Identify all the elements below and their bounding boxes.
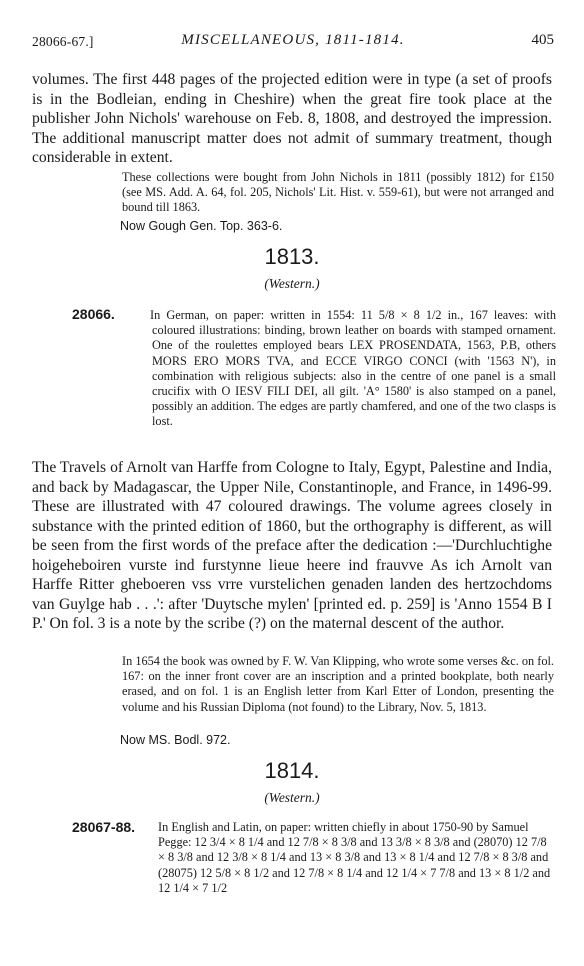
entry-28066-number: 28066. bbox=[72, 306, 115, 322]
page-number: 405 bbox=[531, 32, 554, 48]
region-heading-1813: (Western.) bbox=[264, 276, 320, 291]
entry-28067-88-description: In English and Latin, on paper: written chiefly in about 1750-90 by Samuel Pegge: 12 3/4 × 8 1/4 and 12 7/8 × 8 3/8 and 13 3/8 × 8 3/8 and (28070) 12 7/8 × 8 3/8 and 12 3/8 × 8 1/4 and 13 × 8 3/8 and 13 × 8 1/4 and 12 7/8 × 8 3/8 and (28075) 12 5/8 × 8 1/2 and 12 7/8 × 8 1/4 and 12 1/4 × 7 7/8 and 13 × 8 1/2 and 12 1/4 × 7 1/2 bbox=[158, 820, 551, 895]
intro-paragraph: volumes. The first 448 pages of the projected edition were in type (a set of proofs is in the Bodleian, ending in Cheshire) when the great fire took place at the publisher John Nichols' warehouse on Feb. 8, 1808, and destroyed the impression. The additional manuscript matter does not admit of summary treatment, though considerable in extent. bbox=[32, 71, 552, 166]
entry-28066-note: In 1654 the book was owned by F. W. Van Klipping, who wrote some verses &c. on fol. 167: on the inner front cover are an inscription and a printed bookplate, both nearly erased, and on fol. 1 is an English letter from Karl Etter of London, presenting the volume and his Russian Diploma (not found) to the Library, Nov. 5, 1813. bbox=[122, 654, 554, 714]
entry-28066-description-text: In German, on paper: written in 1554: 11 5/8 × 8 1/2 in., 167 leaves: with coloured illustrations: binding, brown leather on boards with stamped ornament. One of the roulettes employed bears LEX PROSENDATA, 1563, P.B, others MORS ERO MORS TVA, and ECCE VIRGO CONCI (with '1563 N'), in combination with religious subjects: also in the centre of one panel is a small crucifix with O IESV FILI DEI, all gilt. 'A° 1580' is also stamped on a panel, possibly an addition. The edges are partly chamfered, and one of the two clasps is lost. bbox=[150, 308, 556, 429]
entry-28067-88-number: 28067-88. bbox=[72, 819, 136, 835]
entry-28067-88 bbox=[72, 819, 556, 895]
year-heading-1814: 1814. bbox=[264, 758, 320, 783]
entry-28066-shelfmark-text: Now MS. Bodl. 972. bbox=[120, 733, 231, 747]
header-title: MISCELLANEOUS, 1811-1814. bbox=[181, 32, 405, 48]
entry-28066-description bbox=[72, 307, 556, 430]
year-heading-1813: 1813. bbox=[264, 244, 320, 269]
intro-shelfmark-text: Now Gough Gen. Top. 363-6. bbox=[120, 219, 283, 233]
entry-28066-shelfmark bbox=[120, 733, 552, 748]
region-heading-1814: (Western.) bbox=[264, 790, 320, 805]
running-header bbox=[32, 32, 554, 54]
intro-shelfmark bbox=[120, 219, 552, 234]
intro-note: These collections were bought from John Nichols in 1811 (possibly 1812) for £150 (see MS. Add. A. 64, fol. 205, Nichols' Lit. Hist. v. 559-61), but were not arranged and bound till 1863. bbox=[122, 170, 554, 215]
entry-28066-body: The Travels of Arnolt van Harffe from Cologne to Italy, Egypt, Palestine and India, and back by Madagascar, the Upper Nile, Constantinople, and France, in 1496-99. These are illustrated with 47 coloured drawings. The volume agrees closely in substance with the printed edition of 1860, but the orthography is different, as will be seen from the first words of the preface after the dedication :—'Durchluchtighe hoigeheboiren vurste ind furstynne lieue heere ind frauvve As ich Arnolt van Harffe Ritter gheboeren vss vrre vurstelichen genaden landen des hertzochdoms van Guylge hab . . .': after 'Duytsche mylen' [printed ed. p. 259] is 'Anno 1554 B I P.' On fol. 3 is a note by the scribe (?) on the maternal descent of the author. bbox=[32, 459, 552, 632]
header-entry-range: 28066-67.] bbox=[32, 34, 94, 49]
